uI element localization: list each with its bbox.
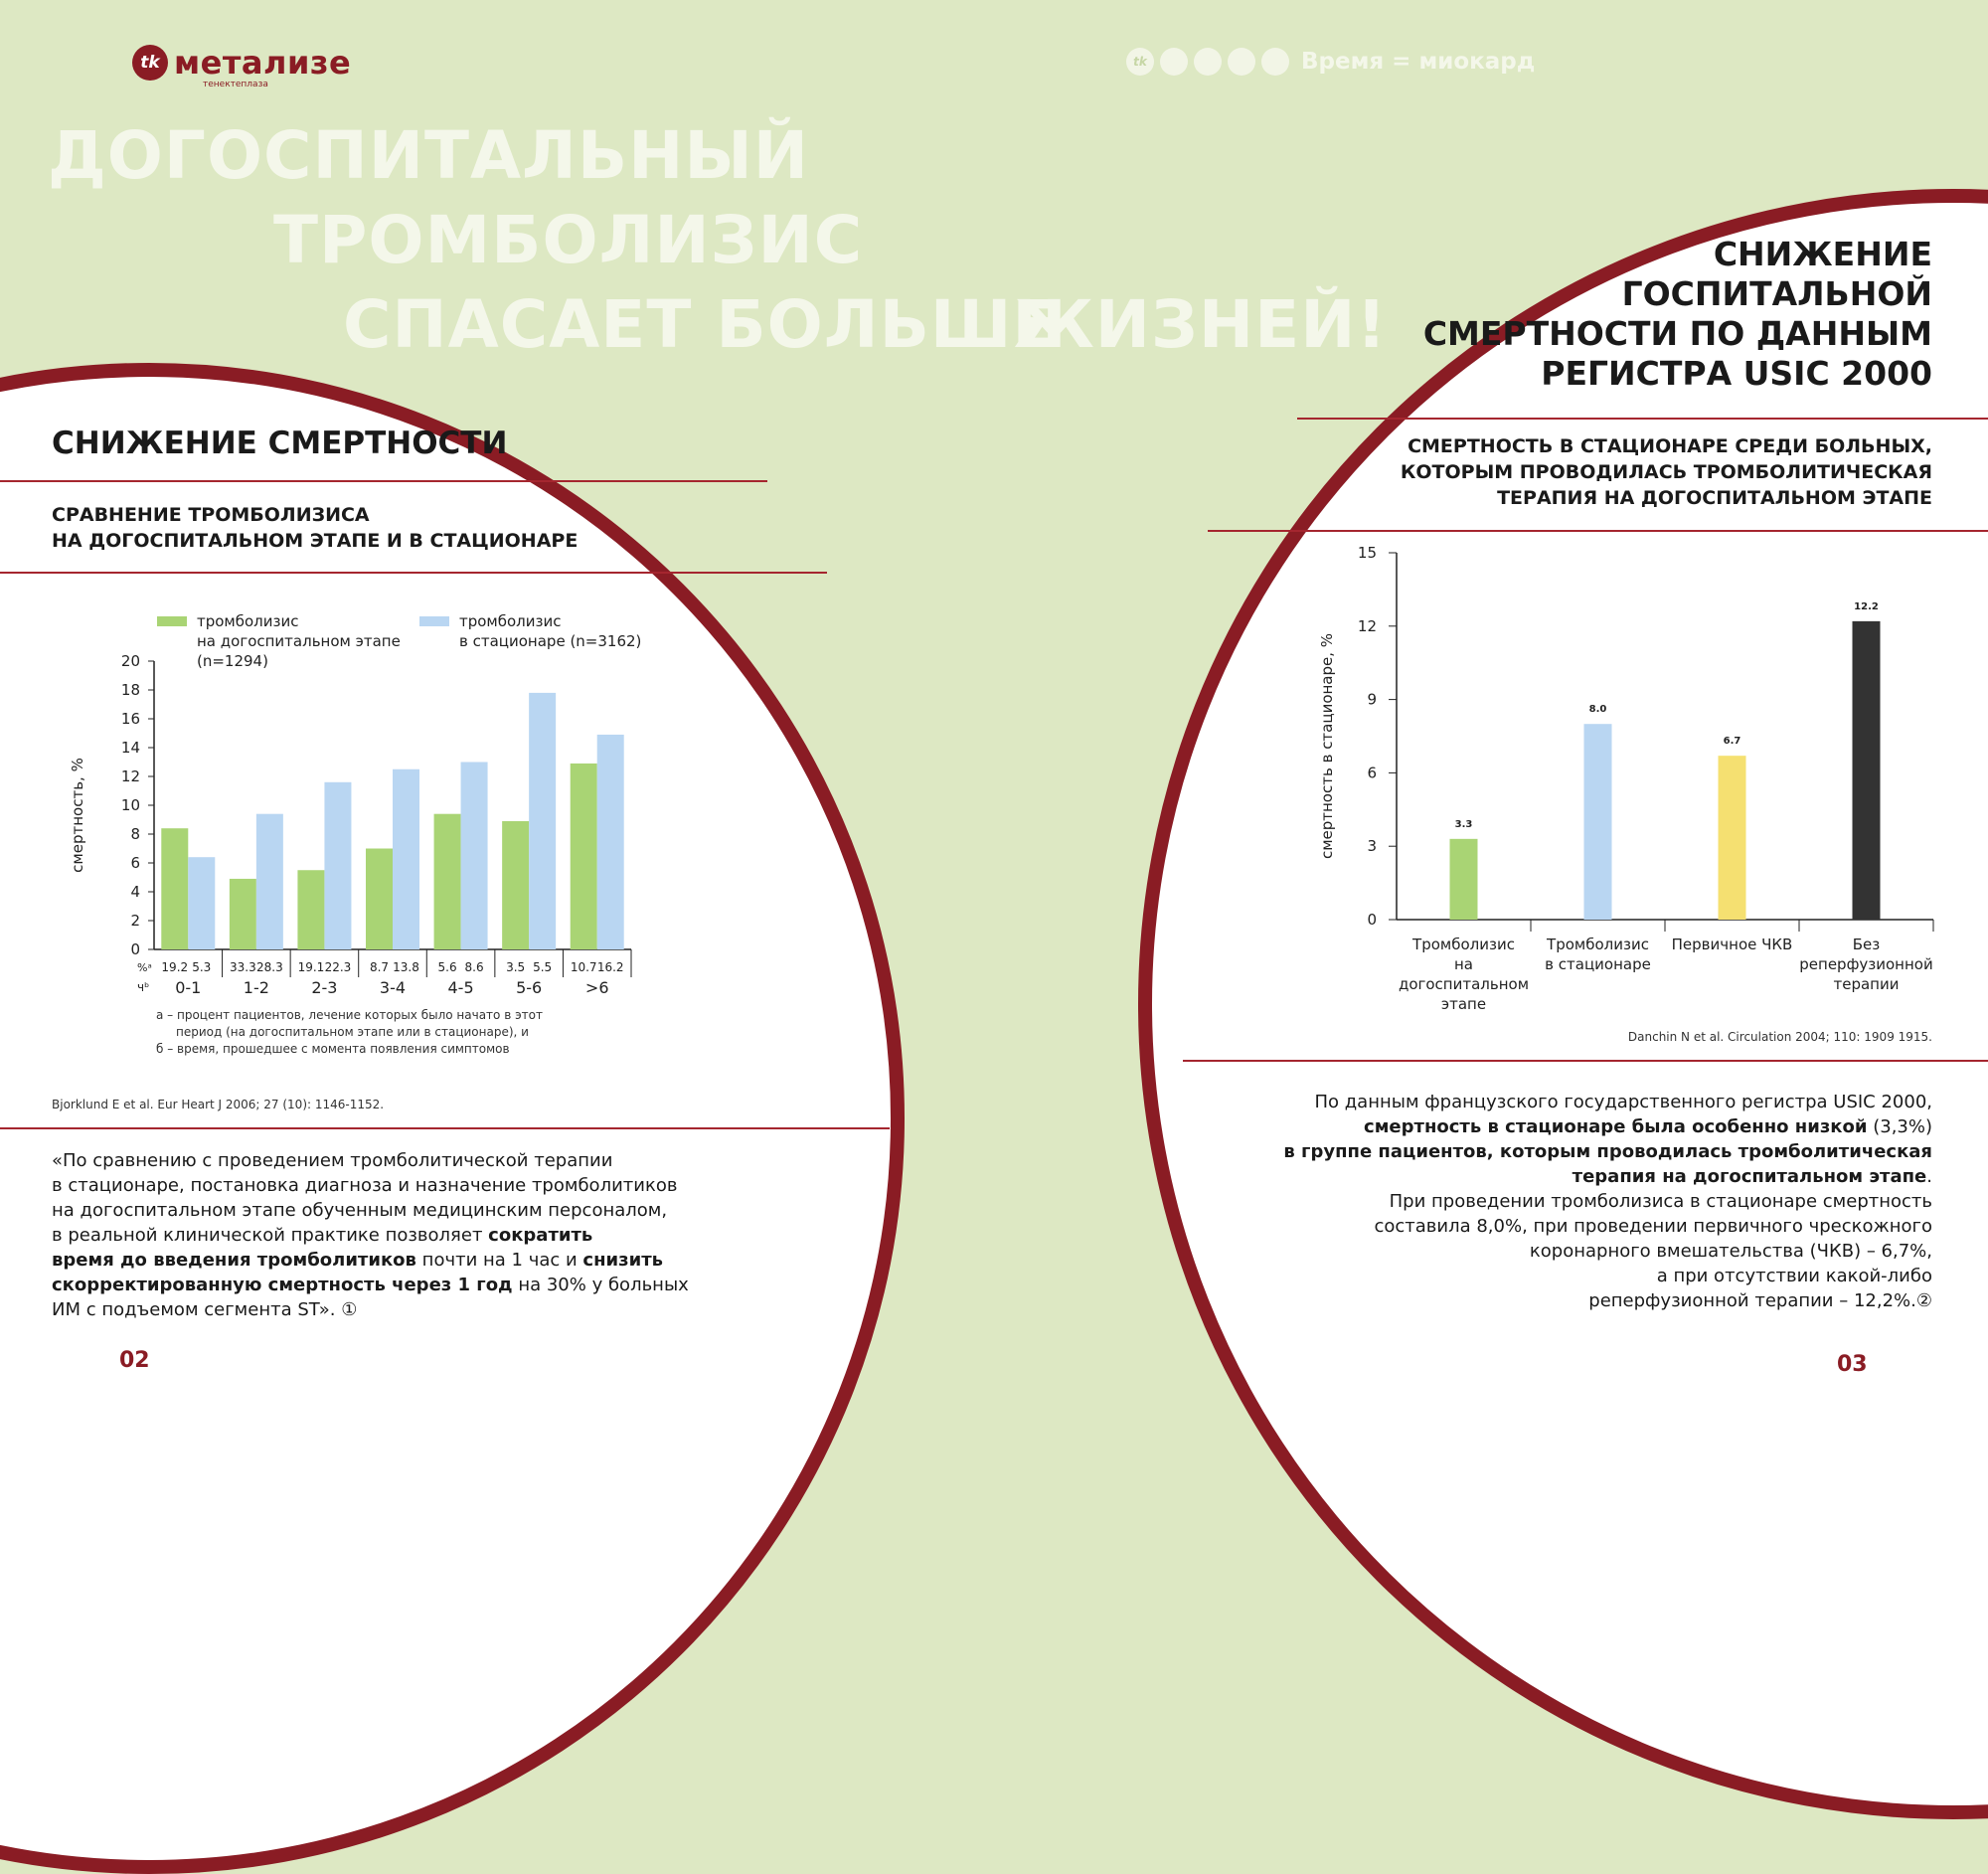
footnote-line: б – время, прошедшее с момента появления симптомов	[156, 1042, 510, 1056]
bar	[366, 849, 393, 950]
footnote-line: период (на догоспитальном этапе или в стационаре), и	[176, 1025, 529, 1039]
y-axis-label: смертность, %	[69, 758, 86, 873]
bar	[1853, 621, 1881, 920]
page-number-right: 03	[1837, 1352, 1868, 1377]
quote-line: ИМ с подъемом сегмента ST». ①	[52, 1299, 358, 1320]
percent-label: 3.5	[506, 960, 526, 974]
y-tick-label: 0	[1367, 911, 1377, 929]
x-tick-label: на	[1454, 955, 1473, 973]
y-tick-label: 18	[120, 681, 140, 699]
legend-swatch	[419, 616, 449, 626]
y-tick-label: 8	[130, 825, 140, 843]
x-tick-label: 3-4	[379, 978, 407, 997]
y-tick-label: 12	[1357, 616, 1377, 635]
divider	[1208, 530, 1988, 532]
dot-icon	[1261, 48, 1289, 76]
bar	[393, 769, 419, 949]
x-tick-label: 1-2	[243, 978, 269, 997]
percent-label: 13.8	[393, 960, 419, 974]
quote-line: в реальной клинической практике позволяет сократить	[52, 1225, 593, 1246]
tagline	[1126, 48, 1535, 76]
right-title-line: ГОСПИТАЛЬНОЙ	[1621, 274, 1932, 313]
percent-label: 19.2	[161, 960, 189, 974]
percent-label: 10.7	[570, 960, 597, 974]
x-tick-label: догоспитальном	[1398, 975, 1530, 993]
bar	[434, 814, 461, 949]
x-tick-label: 4-5	[447, 978, 474, 997]
headline-line-1: ДОГОСПИТАЛЬНЫЙ	[48, 117, 810, 194]
brand-logo	[132, 44, 351, 82]
left-chart-title-line: СРАВНЕНИЕ ТРОМБОЛИЗИСА	[52, 504, 370, 526]
bar	[461, 763, 488, 950]
quote-line: скорректированную смертность через 1 год на 30% у больных	[52, 1275, 689, 1295]
right-paragraph	[1157, 1090, 1932, 1313]
left-quote	[52, 1148, 747, 1322]
y-tick-label: 12	[120, 767, 140, 785]
para-line: терапия на догоспитальном этапе.	[1572, 1166, 1932, 1187]
y-tick-label: 3	[1367, 837, 1377, 856]
headline-line-3b: ЖИЗНЕЙ!	[1014, 286, 1388, 363]
footnote-line: а – процент пациентов, лечение которых было начато в этот	[156, 1008, 543, 1022]
para-line: в группе пациентов, которым проводилась тромболитическая	[1283, 1141, 1932, 1162]
percent-label: 5.5	[533, 960, 553, 974]
divider	[1183, 1060, 1988, 1062]
para-line: При проведении тромболизиса в стационаре смертность	[1389, 1191, 1932, 1212]
right-chart-title	[1401, 433, 1932, 511]
bar	[230, 879, 256, 949]
left-chart-title-line: НА ДОГОСПИТАЛЬНОМ ЭТАПЕ И В СТАЦИОНАРЕ	[52, 530, 579, 552]
bar	[1584, 724, 1612, 920]
bar	[597, 735, 624, 949]
quote-line: время до введения тромболитиков почти на 1 час и снизить	[52, 1250, 664, 1271]
page-number-left: 02	[119, 1348, 150, 1373]
bar	[256, 814, 283, 949]
legend-label: в стационаре (n=3162)	[459, 632, 642, 650]
brand-mark-small-icon: tk	[1126, 48, 1154, 76]
right-title-line: РЕГИСТРА USIC 2000	[1541, 354, 1932, 393]
y-tick-label: 0	[130, 940, 140, 958]
y-tick-label: 10	[120, 796, 140, 814]
left-chart-title	[52, 502, 578, 554]
x-tick-label: 2-3	[311, 978, 338, 997]
value-label: 8.0	[1588, 704, 1607, 716]
percent-label: 5.6	[437, 960, 457, 974]
left-chart-footnotes	[156, 1007, 543, 1058]
dot-icon	[1160, 48, 1188, 76]
percent-label: 33.3	[229, 960, 256, 974]
value-label: 3.3	[1454, 818, 1473, 830]
bar	[571, 764, 597, 949]
percent-label: 19.1	[297, 960, 325, 974]
bar	[1450, 839, 1478, 920]
x-tick-label: 0-1	[175, 978, 202, 997]
divider	[0, 480, 767, 482]
left-bar-chart	[40, 596, 676, 1044]
bar	[324, 782, 351, 949]
percent-label: 16.2	[596, 960, 624, 974]
bar	[161, 828, 188, 949]
left-reference: Bjorklund E et al. Eur Heart J 2006; 27 (10): 1146-1152.	[52, 1098, 385, 1111]
legend-label: тромболизис	[197, 612, 299, 630]
x-tick-label: Первичное ЧКВ	[1671, 936, 1793, 953]
right-reference: Danchin N et al. Circulation 2004; 110: 1909 1915.	[1627, 1030, 1932, 1044]
headline-line-2: ТРОМБОЛИЗИС	[273, 202, 864, 278]
x-tick-label: Без	[1852, 936, 1881, 953]
bar	[188, 857, 215, 949]
percent-label: 22.3	[324, 960, 352, 974]
bar	[529, 693, 556, 949]
y-tick-label: 14	[120, 739, 140, 757]
legend-swatch	[157, 616, 187, 626]
tagline-text: Время = миокард	[1301, 49, 1536, 75]
headline-line-3a: СПАСАЕТ БОЛЬШЕ	[343, 286, 1059, 363]
left-panel-circle	[0, 363, 905, 1874]
legend-label: тромболизис	[459, 612, 562, 630]
bar	[1719, 756, 1746, 920]
value-label: 12.2	[1854, 600, 1879, 612]
bar	[502, 821, 529, 949]
divider	[0, 572, 827, 574]
legend-label: (n=1294)	[197, 652, 268, 670]
para-line: составила 8,0%, при проведении первичного чрескожного	[1374, 1216, 1932, 1237]
y-tick-label: 6	[130, 854, 140, 872]
y-tick-label: 20	[120, 652, 140, 670]
legend-label: на догоспитальном этапе	[197, 632, 401, 650]
right-chart-title-line: КОТОРЫМ ПРОВОДИЛАСЬ ТРОМБОЛИТИЧЕСКАЯ	[1400, 461, 1932, 483]
right-title-line: СМЕРТНОСТИ ПО ДАННЫМ	[1422, 314, 1932, 353]
y-axis-label: смертность в стационаре, %	[1318, 632, 1336, 860]
dot-icon	[1194, 48, 1222, 76]
brand-name: метализе	[174, 44, 352, 82]
x-tick-label: >6	[584, 978, 609, 997]
dot-icon	[1228, 48, 1255, 76]
para-line: а при отсутствии какой-либо	[1656, 1266, 1932, 1286]
x-tick-label: реперфузионной	[1799, 955, 1933, 973]
percent-label: 5.3	[192, 960, 212, 974]
row-label-percent: %ᵃ	[137, 961, 152, 974]
right-chart-title-line: ТЕРАПИЯ НА ДОГОСПИТАЛЬНОМ ЭТАПЕ	[1497, 487, 1932, 509]
para-line: смертность в стационаре была особенно низкой (3,3%)	[1364, 1116, 1932, 1137]
y-tick-label: 6	[1367, 764, 1377, 782]
y-tick-label: 16	[120, 710, 140, 728]
left-section-title: СНИЖЕНИЕ СМЕРТНОСТИ	[52, 426, 508, 461]
x-tick-label: терапии	[1833, 975, 1900, 993]
y-tick-label: 9	[1367, 690, 1377, 709]
divider	[1297, 418, 1988, 420]
x-tick-label: Тромболизис	[1547, 936, 1649, 953]
percent-label: 8.6	[464, 960, 484, 974]
y-tick-label: 2	[130, 912, 140, 930]
right-chart-title-line: СМЕРТНОСТЬ В СТАЦИОНАРЕ СРЕДИ БОЛЬНЫХ,	[1408, 435, 1932, 457]
brand-mark-icon: tk	[132, 45, 168, 81]
quote-line: в стационаре, постановка диагноза и назначение тромболитиков	[52, 1175, 678, 1196]
y-tick-label: 15	[1357, 544, 1377, 562]
percent-label: 8.7	[369, 960, 390, 974]
para-line: реперфузионной терапии – 12,2%.②	[1588, 1290, 1932, 1311]
brand-subtitle: тенектеплаза	[203, 80, 268, 89]
y-tick-label: 4	[130, 883, 140, 901]
divider	[0, 1127, 890, 1129]
value-label: 6.7	[1723, 736, 1741, 748]
x-tick-label: в стационаре	[1545, 955, 1651, 973]
right-title-line: СНИЖЕНИЕ	[1713, 235, 1932, 273]
bar	[297, 870, 324, 949]
x-tick-label: Тромболизис	[1412, 936, 1515, 953]
para-line: коронарного вмешательства (ЧКВ) – 6,7%,	[1529, 1241, 1932, 1262]
quote-line: на догоспитальном этапе обученным медицинским персоналом,	[52, 1200, 668, 1221]
percent-label: 28.3	[255, 960, 283, 974]
right-section-title	[1423, 235, 1932, 394]
quote-line: «По сравнению с проведением тромболитической терапии	[52, 1150, 613, 1171]
x-tick-label: этапе	[1440, 995, 1487, 1013]
para-line: По данным французского государственного регистра USIC 2000,	[1314, 1092, 1932, 1112]
right-bar-chart	[1302, 537, 1968, 1024]
row-label-hours: чᵇ	[137, 980, 150, 994]
x-tick-label: 5-6	[516, 978, 543, 997]
